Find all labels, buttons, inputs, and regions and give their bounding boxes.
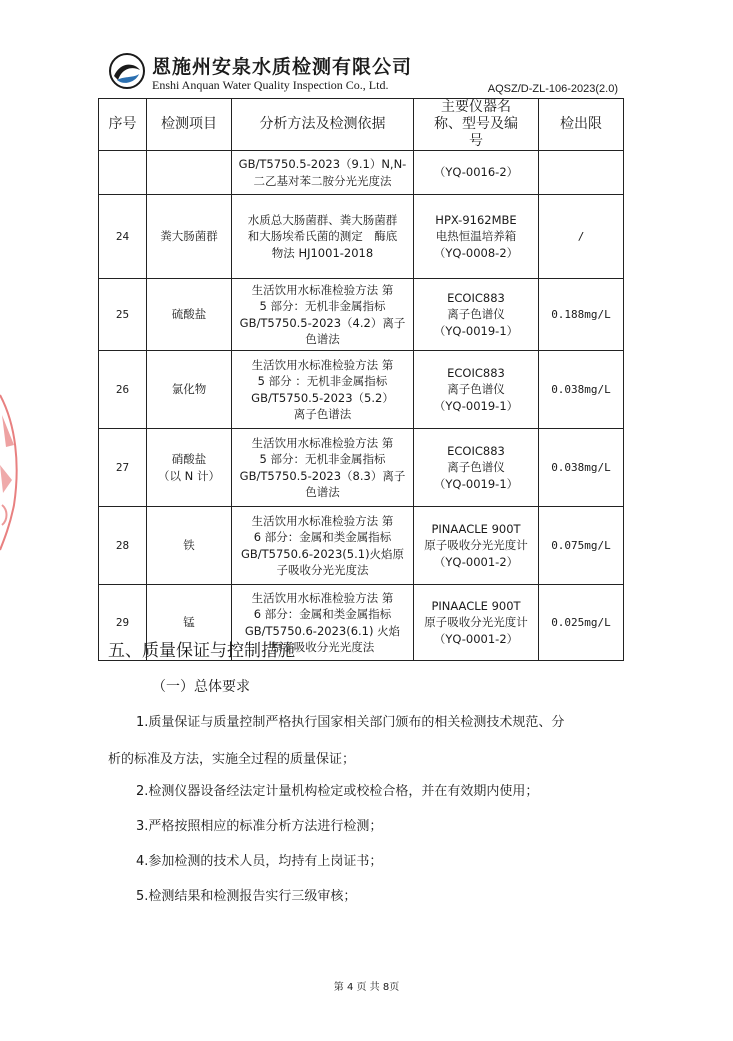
section-title: 五、质量保证与控制措施 bbox=[108, 641, 295, 661]
company-name-en: Enshi Anquan Water Quality Inspection Co., Ltd. bbox=[152, 78, 389, 92]
cell-instrument bbox=[414, 429, 539, 507]
cell-no bbox=[99, 151, 147, 195]
cell-line: 离子色谱仪 bbox=[447, 460, 505, 475]
cell-line: 原子吸收分光光度法 bbox=[270, 640, 375, 654]
table-row bbox=[99, 151, 624, 195]
cell-instrument bbox=[414, 351, 539, 429]
cell-line: GB/T5750.6-2023(6.1) 火焰 bbox=[244, 623, 401, 638]
cell-instrument bbox=[414, 151, 539, 195]
red-seal-stamp-fragment bbox=[0, 385, 26, 555]
header-method: 分析方法及检测依据 bbox=[232, 99, 414, 151]
cell-line: 生活饮用水标准检验方法 第 bbox=[251, 590, 394, 605]
page-number: 第 4 页 共 8页 bbox=[333, 982, 400, 993]
cell-item bbox=[147, 429, 232, 507]
paragraph-5: 5.检测结果和检测报告实行三级审核； bbox=[136, 889, 357, 904]
cell-line: GB/T5750.5-2023（4.2）离子 bbox=[239, 315, 406, 330]
cell-line: 硫酸盐 bbox=[171, 307, 207, 322]
cell-no: 25 bbox=[99, 279, 147, 351]
cell-line: 离子色谱法 bbox=[293, 407, 352, 421]
header-no: 序号 bbox=[99, 99, 147, 151]
cell-line: 物法 HJ1001-2018 bbox=[271, 245, 374, 260]
cell-method bbox=[232, 429, 414, 507]
cell-line: 离子色谱仪 bbox=[447, 382, 505, 397]
cell-line: （YQ-0019-1） bbox=[433, 398, 519, 413]
cell-limit: 0.025mg/L bbox=[539, 585, 624, 661]
cell-line: 5 部分：无机非金属指标 bbox=[259, 299, 386, 313]
cell-line: GB/T5750.6-2023(5.1)火焰原 bbox=[240, 546, 405, 561]
paragraph-1: 1.质量保证与质量控制严格执行国家相关部门颁布的相关检测技术规范、分 bbox=[136, 715, 565, 730]
cell-limit bbox=[539, 151, 624, 195]
cell-instrument bbox=[414, 195, 539, 279]
table-row bbox=[99, 507, 624, 585]
cell-item bbox=[147, 195, 232, 279]
paragraph-2: 2.检测仪器设备经法定计量机构检定或校检合格，并在有效期内使用； bbox=[136, 784, 539, 799]
cell-limit: / bbox=[539, 195, 624, 279]
header-item: 检测项目 bbox=[147, 99, 232, 151]
cell-line: 5 部分 ：无机非金属指标 bbox=[257, 374, 388, 388]
cell-line: （YQ-0001-2） bbox=[433, 631, 519, 646]
paragraph-4: 4.参加检测的技术人员，均持有上岗证书； bbox=[136, 854, 383, 869]
cell-item bbox=[147, 279, 232, 351]
paragraph-3: 3.严格按照相应的标准分析方法进行检测； bbox=[136, 819, 383, 834]
cell-limit: 0.038mg/L bbox=[539, 429, 624, 507]
cell-method bbox=[232, 507, 414, 585]
cell-instrument bbox=[414, 507, 539, 585]
table-header-row bbox=[99, 99, 624, 151]
cell-line: 生活饮用水标准检验方法 第 bbox=[251, 357, 394, 372]
cell-line: 二乙基对苯二胺分光光度法 bbox=[253, 173, 392, 188]
cell-line: 6 部分：金属和类金属指标 bbox=[253, 607, 392, 621]
cell-line: 5 部分：无机非金属指标 bbox=[259, 452, 386, 466]
cell-line: （YQ-0016-2） bbox=[433, 165, 519, 180]
cell-line: GB/T5750.5-2023（9.1）N,N- bbox=[238, 157, 407, 171]
cell-line: 6 部分：金属和类金属指标 bbox=[253, 530, 392, 544]
cell-line: 电热恒温培养箱 bbox=[435, 229, 517, 244]
cell-line: 生活饮用水标准检验方法 第 bbox=[251, 282, 394, 297]
cell-line: 粪大肠菌群 bbox=[160, 229, 218, 244]
cell-line: 水质总大肠菌群、粪大肠菌群 bbox=[247, 212, 398, 227]
document-code: AQSZ/D-ZL-106-2023(2.0) bbox=[487, 83, 618, 95]
paragraph-1-cont: 析的标准及方法，实施全过程的质量保证； bbox=[108, 752, 356, 767]
table-row bbox=[99, 279, 624, 351]
cell-no: 26 bbox=[99, 351, 147, 429]
table-row bbox=[99, 351, 624, 429]
cell-method bbox=[232, 279, 414, 351]
cell-no: 29 bbox=[99, 585, 147, 661]
cell-line: 离子色谱仪 bbox=[447, 307, 505, 322]
company-logo-icon bbox=[108, 52, 146, 90]
cell-instrument bbox=[414, 585, 539, 661]
table-row bbox=[99, 195, 624, 279]
cell-line: PINAACLE 900T bbox=[431, 598, 521, 613]
cell-no: 28 bbox=[99, 507, 147, 585]
cell-method bbox=[232, 351, 414, 429]
cell-line: 氯化物 bbox=[171, 382, 207, 397]
method-table bbox=[98, 98, 624, 661]
header-limit: 检出限 bbox=[539, 99, 624, 151]
cell-line: GB/T5750.5-2023（5.2） bbox=[251, 390, 394, 405]
cell-method bbox=[232, 151, 414, 195]
cell-line: 原子吸收分光光度计 bbox=[424, 615, 528, 630]
cell-line: 锰 bbox=[183, 615, 195, 630]
cell-line: ECOIC883 bbox=[447, 365, 505, 380]
cell-line: （以 N 计） bbox=[158, 468, 220, 483]
cell-instrument bbox=[414, 279, 539, 351]
cell-limit: 0.188mg/L bbox=[539, 279, 624, 351]
cell-line: （YQ-0001-2） bbox=[433, 554, 519, 569]
cell-item bbox=[147, 151, 232, 195]
cell-line: 色谱法 bbox=[305, 485, 340, 499]
cell-line: HPX-9162MBE bbox=[435, 212, 517, 227]
cell-line: 子吸收分光光度法 bbox=[276, 563, 369, 577]
cell-line: 和大肠埃希氏菌的测定 酶底 bbox=[247, 229, 398, 244]
cell-line: 生活饮用水标准检验方法 第 bbox=[251, 435, 394, 450]
header-instrument: 主要仪器名称、型号及编号 bbox=[414, 99, 539, 151]
cell-no: 27 bbox=[99, 429, 147, 507]
cell-limit: 0.075mg/L bbox=[539, 507, 624, 585]
cell-line: 硝酸盐 bbox=[171, 452, 207, 466]
section-subtitle: （一）总体要求 bbox=[152, 679, 250, 695]
page-header bbox=[108, 50, 618, 98]
cell-line: PINAACLE 900T bbox=[431, 521, 521, 536]
cell-line: 铁 bbox=[183, 538, 195, 553]
cell-line: （YQ-0008-2） bbox=[433, 245, 519, 260]
cell-no: 24 bbox=[99, 195, 147, 279]
cell-line: ECOIC883 bbox=[447, 290, 505, 305]
cell-method bbox=[232, 195, 414, 279]
company-name-cn: 恩施州安泉水质检测有限公司 bbox=[152, 56, 413, 78]
cell-line: 生活饮用水标准检验方法 第 bbox=[251, 513, 394, 528]
cell-line: 原子吸收分光光度计 bbox=[424, 538, 528, 553]
table-body bbox=[99, 151, 624, 661]
cell-item bbox=[147, 351, 232, 429]
cell-line: ECOIC883 bbox=[447, 443, 505, 458]
cell-line: 色谱法 bbox=[305, 332, 340, 346]
cell-item bbox=[147, 507, 232, 585]
table-row bbox=[99, 429, 624, 507]
cell-line: GB/T5750.5-2023（8.3）离子 bbox=[239, 468, 406, 483]
cell-line: （YQ-0019-1） bbox=[433, 476, 519, 491]
cell-limit: 0.038mg/L bbox=[539, 351, 624, 429]
cell-line: （YQ-0019-1） bbox=[433, 323, 519, 338]
